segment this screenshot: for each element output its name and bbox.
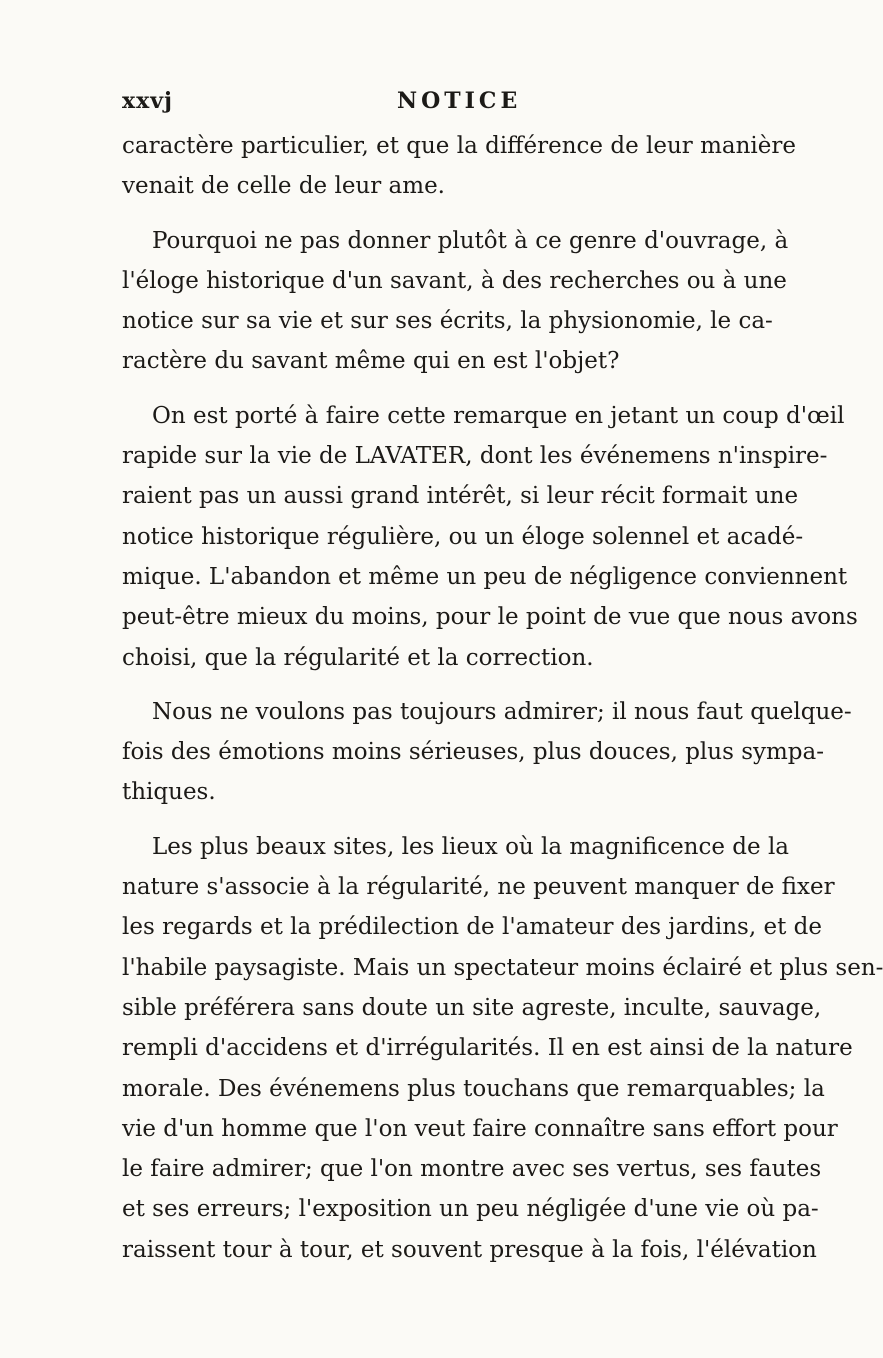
text-line: rempli d'accidens et d'irrégularités. Il en est ainsi de la nature — [122, 1035, 853, 1062]
text-line: morale. Des événemens plus touchans que remarquables; la — [122, 1075, 825, 1102]
paragraph — [122, 827, 883, 1270]
text-line: et ses erreurs; l'exposition un peu négligée d'une vie où pa- — [122, 1196, 819, 1223]
text-line: rapide sur la vie de LAVATER, dont les événemens n'inspire- — [122, 443, 828, 470]
text-line: peut-être mieux du moins, pour le point de vue que nous avons — [122, 604, 858, 631]
text-line: l'éloge historique d'un savant, à des recherches ou à une — [122, 267, 787, 294]
paragraph — [122, 221, 789, 382]
body-text — [122, 126, 883, 1270]
text-line: vie d'un homme que l'on veut faire connaître sans effort pour — [122, 1115, 838, 1142]
text-line: raient pas un aussi grand intérêt, si leur récit formait une — [122, 483, 799, 510]
text-line: fois des émotions moins sérieuses, plus douces, plus sympa- — [122, 739, 825, 766]
text-line: notice sur sa vie et sur ses écrits, la physionomie, le ca- — [122, 308, 773, 335]
text-line: Pourquoi ne pas donner plutôt à ce genre d'ouvrage, à — [152, 227, 789, 254]
text-line: mique. L'abandon et même un peu de négligence conviennent — [122, 563, 848, 590]
running-title: NOTICE — [397, 88, 522, 114]
text-line: notice historique régulière, ou un éloge solennel et acadé- — [122, 523, 804, 550]
paragraph — [122, 126, 796, 207]
text-line: sible préférera sans doute un site agreste, inculte, sauvage, — [122, 994, 822, 1021]
page-number: xxvj — [122, 88, 173, 114]
text-line: venait de celle de leur ame. — [122, 173, 445, 200]
text-line: On est porté à faire cette remarque en jetant un coup d'œil — [152, 402, 845, 429]
text-line: raissent tour à tour, et souvent presque à la fois, l'élévation — [122, 1236, 817, 1263]
text-line: Nous ne voulons pas toujours admirer; il nous faut quelque- — [152, 698, 852, 725]
text-line: Les plus beaux sites, les lieux où la magnificence de la — [152, 833, 790, 860]
text-line: ractère du savant même qui en est l'objet? — [122, 348, 620, 375]
text-line: le faire admirer; que l'on montre avec ses vertus, ses fautes — [122, 1156, 822, 1183]
text-line: l'habile paysagiste. Mais un spectateur moins éclairé et plus sen- — [122, 954, 883, 981]
text-line: caractère particulier, et que la différence de leur manière — [122, 133, 796, 159]
paragraph — [122, 692, 852, 813]
text-line: thiques. — [122, 779, 216, 806]
text-line: nature s'associe à la régularité, ne peuvent manquer de fixer — [122, 874, 835, 901]
text-line: les regards et la prédilection de l'amateur des jardins, et de — [122, 914, 822, 941]
page-header — [122, 88, 772, 118]
paragraph — [122, 396, 858, 678]
text-line: choisi, que la régularité et la correction. — [122, 644, 594, 671]
